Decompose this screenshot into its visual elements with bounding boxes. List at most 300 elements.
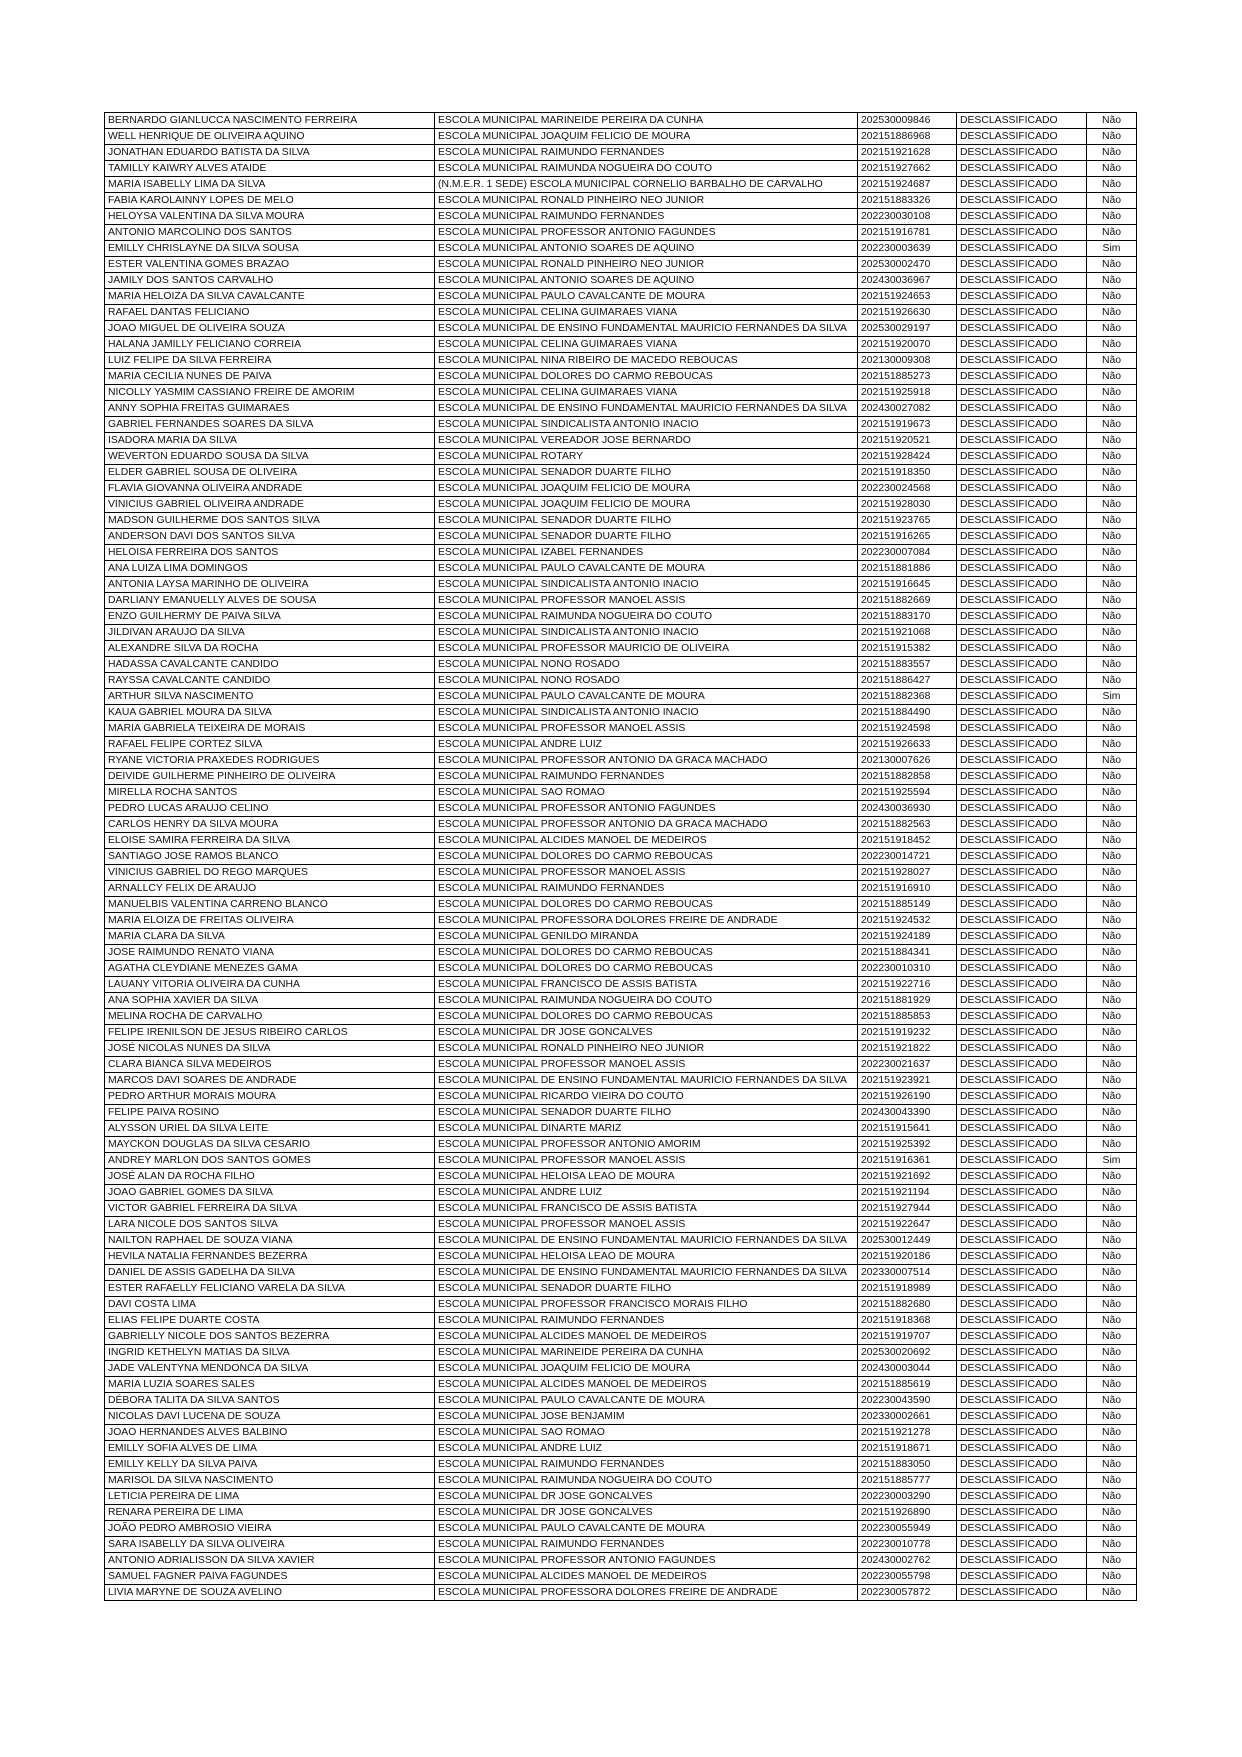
registration-id-cell: 202151921628: [858, 145, 957, 161]
flag-cell: Não: [1087, 321, 1137, 337]
flag-cell: Não: [1087, 961, 1137, 977]
school-cell: ESCOLA MUNICIPAL PROFESSOR ANTONIO DA GRACA MACHADO: [435, 753, 858, 769]
student-name-cell: HALANA JAMILLY FELICIANO CORREIA: [105, 337, 435, 353]
table-row: [105, 1393, 1137, 1409]
flag-cell: Não: [1087, 1377, 1137, 1393]
status-cell: DESCLASSIFICADO: [957, 1057, 1087, 1073]
status-cell: DESCLASSIFICADO: [957, 881, 1087, 897]
table-row: [105, 1233, 1137, 1249]
student-name-cell: JOSÉ ALAN DA ROCHA FILHO: [105, 1169, 435, 1185]
student-name-cell: LUIZ FELIPE DA SILVA FERREIRA: [105, 353, 435, 369]
table-row: [105, 465, 1137, 481]
table-row: [105, 721, 1137, 737]
student-name-cell: WEVERTON EDUARDO SOUSA DA SILVA: [105, 449, 435, 465]
student-name-cell: MAYCKON DOUGLAS DA SILVA CESARIO: [105, 1137, 435, 1153]
status-cell: DESCLASSIFICADO: [957, 817, 1087, 833]
school-cell: ESCOLA MUNICIPAL PROFESSOR ANTONIO AMORIM: [435, 1137, 858, 1153]
student-name-cell: JOAO GABRIEL GOMES DA SILVA: [105, 1185, 435, 1201]
flag-cell: Não: [1087, 257, 1137, 273]
school-cell: ESCOLA MUNICIPAL SENADOR DUARTE FILHO: [435, 1281, 858, 1297]
registration-id-cell: 202151923765: [858, 513, 957, 529]
flag-cell: Não: [1087, 1233, 1137, 1249]
registration-id-cell: 202151921278: [858, 1425, 957, 1441]
registration-id-cell: 202430027082: [858, 401, 957, 417]
table-row: [105, 833, 1137, 849]
flag-cell: Não: [1087, 881, 1137, 897]
registration-id-cell: 202151916781: [858, 225, 957, 241]
status-cell: DESCLASSIFICADO: [957, 961, 1087, 977]
table-row: [105, 1169, 1137, 1185]
student-name-cell: HEVILA NATALIA FERNANDES BEZERRA: [105, 1249, 435, 1265]
flag-cell: Não: [1087, 1073, 1137, 1089]
table-row: [105, 305, 1137, 321]
flag-cell: Não: [1087, 1041, 1137, 1057]
student-name-cell: ELOISE SAMIRA FERREIRA DA SILVA: [105, 833, 435, 849]
school-cell: ESCOLA MUNICIPAL SINDICALISTA ANTONIO INACIO: [435, 705, 858, 721]
registration-id-cell: 202151921068: [858, 625, 957, 641]
table-row: [105, 1409, 1137, 1425]
registration-id-cell: 202130007626: [858, 753, 957, 769]
table-row: [105, 1585, 1137, 1601]
student-name-cell: JONATHAN EDUARDO BATISTA DA SILVA: [105, 145, 435, 161]
school-cell: ESCOLA MUNICIPAL FRANCISCO DE ASSIS BATISTA: [435, 977, 858, 993]
student-name-cell: ANNY SOPHIA FREITAS GUIMARAES: [105, 401, 435, 417]
school-cell: ESCOLA MUNICIPAL IZABEL FERNANDES: [435, 545, 858, 561]
flag-cell: Não: [1087, 1297, 1137, 1313]
registration-id-cell: 202430043390: [858, 1105, 957, 1121]
registration-id-cell: 202151925594: [858, 785, 957, 801]
table-row: [105, 1329, 1137, 1345]
registration-id-cell: 202530020692: [858, 1345, 957, 1361]
table-row: [105, 1201, 1137, 1217]
registration-id-cell: 202151916645: [858, 577, 957, 593]
student-name-cell: LAUANY VITORIA OLIVEIRA DA CUNHA: [105, 977, 435, 993]
school-cell: ESCOLA MUNICIPAL RAIMUNDA NOGUEIRA DO COUTO: [435, 993, 858, 1009]
table-row: [105, 785, 1137, 801]
student-name-cell: CARLOS HENRY DA SILVA MOURA: [105, 817, 435, 833]
flag-cell: Não: [1087, 657, 1137, 673]
status-cell: DESCLASSIFICADO: [957, 1393, 1087, 1409]
school-cell: ESCOLA MUNICIPAL ANTONIO SOARES DE AQUINO: [435, 273, 858, 289]
school-cell: ESCOLA MUNICIPAL ALCIDES MANOEL DE MEDEIROS: [435, 1377, 858, 1393]
registration-id-cell: 202151916361: [858, 1153, 957, 1169]
flag-cell: Não: [1087, 1009, 1137, 1025]
school-cell: ESCOLA MUNICIPAL SINDICALISTA ANTONIO INACIO: [435, 625, 858, 641]
school-cell: ESCOLA MUNICIPAL RAIMUNDO FERNANDES: [435, 1537, 858, 1553]
table-row: [105, 993, 1137, 1009]
table-row: [105, 257, 1137, 273]
student-name-cell: MADSON GUILHERME DOS SANTOS SILVA: [105, 513, 435, 529]
table-row: [105, 1185, 1137, 1201]
student-name-cell: MARCOS DAVI SOARES DE ANDRADE: [105, 1073, 435, 1089]
status-cell: DESCLASSIFICADO: [957, 1457, 1087, 1473]
student-name-cell: ESTER VALENTINA GOMES BRAZAO: [105, 257, 435, 273]
status-cell: DESCLASSIFICADO: [957, 801, 1087, 817]
registration-id-cell: 202151926633: [858, 737, 957, 753]
student-name-cell: ANTONIO MARCOLINO DOS SANTOS: [105, 225, 435, 241]
student-name-cell: JOSÉ NICOLAS NUNES DA SILVA: [105, 1041, 435, 1057]
table-row: [105, 849, 1137, 865]
flag-cell: Não: [1087, 289, 1137, 305]
student-name-cell: DARLIANY EMANUELLY ALVES DE SOUSA: [105, 593, 435, 609]
student-name-cell: MARIA GABRIELA TEIXEIRA DE MORAIS: [105, 721, 435, 737]
status-cell: DESCLASSIFICADO: [957, 385, 1087, 401]
school-cell: ESCOLA MUNICIPAL ANDRE LUIZ: [435, 1185, 858, 1201]
school-cell: ESCOLA MUNICIPAL DE ENSINO FUNDAMENTAL MAURICIO FERNANDES DA SILVA: [435, 1265, 858, 1281]
status-cell: DESCLASSIFICADO: [957, 1313, 1087, 1329]
flag-cell: Não: [1087, 1121, 1137, 1137]
school-cell: ESCOLA MUNICIPAL PROFESSOR ANTONIO FAGUNDES: [435, 225, 858, 241]
table-row: [105, 1249, 1137, 1265]
registration-id-cell: 202430036930: [858, 801, 957, 817]
status-cell: DESCLASSIFICADO: [957, 1537, 1087, 1553]
student-name-cell: PEDRO ARTHUR MORAIS MOURA: [105, 1089, 435, 1105]
student-name-cell: VICTOR GABRIEL FERREIRA DA SILVA: [105, 1201, 435, 1217]
registration-id-cell: 202330002661: [858, 1409, 957, 1425]
status-cell: DESCLASSIFICADO: [957, 481, 1087, 497]
status-cell: DESCLASSIFICADO: [957, 1281, 1087, 1297]
school-cell: ESCOLA MUNICIPAL SAO ROMAO: [435, 1425, 858, 1441]
flag-cell: Não: [1087, 305, 1137, 321]
school-cell: ESCOLA MUNICIPAL RAIMUNDO FERNANDES: [435, 145, 858, 161]
flag-cell: Não: [1087, 769, 1137, 785]
table-row: [105, 129, 1137, 145]
table-row: [105, 657, 1137, 673]
table-row: [105, 1137, 1137, 1153]
school-cell: ESCOLA MUNICIPAL RAIMUNDO FERNANDES: [435, 769, 858, 785]
student-name-cell: HADASSA CAVALCANTE CANDIDO: [105, 657, 435, 673]
status-cell: DESCLASSIFICADO: [957, 433, 1087, 449]
status-cell: DESCLASSIFICADO: [957, 241, 1087, 257]
school-cell: ESCOLA MUNICIPAL NINA RIBEIRO DE MACEDO REBOUCAS: [435, 353, 858, 369]
flag-cell: Não: [1087, 817, 1137, 833]
flag-cell: Não: [1087, 609, 1137, 625]
registration-id-cell: 202151918671: [858, 1441, 957, 1457]
flag-cell: Não: [1087, 481, 1137, 497]
table-row: [105, 1217, 1137, 1233]
school-cell: ESCOLA MUNICIPAL DE ENSINO FUNDAMENTAL MAURICIO FERNANDES DA SILVA: [435, 1233, 858, 1249]
school-cell: ESCOLA MUNICIPAL PAULO CAVALCANTE DE MOURA: [435, 689, 858, 705]
student-name-cell: ANTONIO ADRIALISSON DA SILVA XAVIER: [105, 1553, 435, 1569]
status-cell: DESCLASSIFICADO: [957, 1201, 1087, 1217]
student-name-cell: MANUELBIS VALENTINA CARRENO BLANCO: [105, 897, 435, 913]
registration-id-cell: 202230010778: [858, 1537, 957, 1553]
status-cell: DESCLASSIFICADO: [957, 497, 1087, 513]
school-cell: ESCOLA MUNICIPAL SINDICALISTA ANTONIO INACIO: [435, 577, 858, 593]
status-cell: DESCLASSIFICADO: [957, 993, 1087, 1009]
flag-cell: Sim: [1087, 241, 1137, 257]
registration-id-cell: 202230014721: [858, 849, 957, 865]
student-name-cell: NAILTON RAPHAEL DE SOUZA VIANA: [105, 1233, 435, 1249]
status-cell: DESCLASSIFICADO: [957, 257, 1087, 273]
table-row: [105, 641, 1137, 657]
student-name-cell: MELINA ROCHA DE CARVALHO: [105, 1009, 435, 1025]
school-cell: ESCOLA MUNICIPAL DOLORES DO CARMO REBOUCAS: [435, 897, 858, 913]
table-row: [105, 385, 1137, 401]
student-name-cell: CLARA BIANCA SILVA MEDEIROS: [105, 1057, 435, 1073]
student-name-cell: JOÃO PEDRO AMBROSIO VIEIRA: [105, 1521, 435, 1537]
table-row: [105, 529, 1137, 545]
registration-id-cell: 202151926630: [858, 305, 957, 321]
flag-cell: Não: [1087, 337, 1137, 353]
status-cell: DESCLASSIFICADO: [957, 833, 1087, 849]
table-row: [105, 1377, 1137, 1393]
table-row: [105, 1153, 1137, 1169]
status-cell: DESCLASSIFICADO: [957, 1329, 1087, 1345]
student-name-cell: FLAVIA GIOVANNA OLIVEIRA ANDRADE: [105, 481, 435, 497]
student-name-cell: AGATHA CLEYDIANE MENEZES GAMA: [105, 961, 435, 977]
flag-cell: Não: [1087, 721, 1137, 737]
flag-cell: Não: [1087, 129, 1137, 145]
registration-id-cell: 202151885273: [858, 369, 957, 385]
status-cell: DESCLASSIFICADO: [957, 1505, 1087, 1521]
student-name-cell: EMILLY CHRISLAYNE DA SILVA SOUSA: [105, 241, 435, 257]
registration-id-cell: 202530012449: [858, 1233, 957, 1249]
student-name-cell: EMILLY SOFIA ALVES DE LIMA: [105, 1441, 435, 1457]
table-row: [105, 1057, 1137, 1073]
registration-id-cell: 202330007514: [858, 1265, 957, 1281]
student-name-cell: VINICIUS GABRIEL DO REGO MARQUES: [105, 865, 435, 881]
student-name-cell: FELIPE IRENILSON DE JESUS RIBEIRO CARLOS: [105, 1025, 435, 1041]
student-name-cell: ARTHUR SILVA NASCIMENTO: [105, 689, 435, 705]
school-cell: ESCOLA MUNICIPAL RAIMUNDO FERNANDES: [435, 1313, 858, 1329]
status-cell: DESCLASSIFICADO: [957, 401, 1087, 417]
flag-cell: Não: [1087, 1249, 1137, 1265]
student-name-cell: ALYSSON URIEL DA SILVA LEITE: [105, 1121, 435, 1137]
school-cell: ESCOLA MUNICIPAL SENADOR DUARTE FILHO: [435, 529, 858, 545]
flag-cell: Não: [1087, 865, 1137, 881]
results-table-body: [105, 113, 1137, 1601]
status-cell: DESCLASSIFICADO: [957, 305, 1087, 321]
student-name-cell: ARNALLCY FELIX DE ARAUJO: [105, 881, 435, 897]
flag-cell: Não: [1087, 1025, 1137, 1041]
status-cell: DESCLASSIFICADO: [957, 1041, 1087, 1057]
status-cell: DESCLASSIFICADO: [957, 1169, 1087, 1185]
registration-id-cell: 202430036967: [858, 273, 957, 289]
table-row: [105, 1425, 1137, 1441]
registration-id-cell: 202151924653: [858, 289, 957, 305]
student-name-cell: DAVI COSTA LIMA: [105, 1297, 435, 1313]
status-cell: DESCLASSIFICADO: [957, 145, 1087, 161]
school-cell: ESCOLA MUNICIPAL ALCIDES MANOEL DE MEDEIROS: [435, 1569, 858, 1585]
student-name-cell: MARIA ISABELLY LIMA DA SILVA: [105, 177, 435, 193]
table-row: [105, 865, 1137, 881]
student-name-cell: GABRIEL FERNANDES SOARES DA SILVA: [105, 417, 435, 433]
student-name-cell: MARISOL DA SILVA NASCIMENTO: [105, 1473, 435, 1489]
school-cell: ESCOLA MUNICIPAL CELINA GUIMARAES VIANA: [435, 305, 858, 321]
flag-cell: Não: [1087, 1521, 1137, 1537]
table-row: [105, 449, 1137, 465]
student-name-cell: WELL HENRIQUE DE OLIVEIRA AQUINO: [105, 129, 435, 145]
status-cell: DESCLASSIFICADO: [957, 1569, 1087, 1585]
student-name-cell: MARIA CECILIA NUNES DE PAIVA: [105, 369, 435, 385]
flag-cell: Não: [1087, 1265, 1137, 1281]
flag-cell: Não: [1087, 465, 1137, 481]
flag-cell: Não: [1087, 1393, 1137, 1409]
flag-cell: Não: [1087, 433, 1137, 449]
student-name-cell: HELOISA FERREIRA DOS SANTOS: [105, 545, 435, 561]
school-cell: ESCOLA MUNICIPAL RONALD PINHEIRO NEO JUNIOR: [435, 1041, 858, 1057]
student-name-cell: ANA LUIZA LIMA DOMINGOS: [105, 561, 435, 577]
flag-cell: Não: [1087, 1457, 1137, 1473]
student-name-cell: MARIA ELOIZA DE FREITAS OLIVEIRA: [105, 913, 435, 929]
school-cell: ESCOLA MUNICIPAL CELINA GUIMARAES VIANA: [435, 337, 858, 353]
school-cell: ESCOLA MUNICIPAL DE ENSINO FUNDAMENTAL MAURICIO FERNANDES DA SILVA: [435, 321, 858, 337]
school-cell: ESCOLA MUNICIPAL RAIMUNDA NOGUEIRA DO COUTO: [435, 161, 858, 177]
table-row: [105, 1025, 1137, 1041]
student-name-cell: ISADORA MARIA DA SILVA: [105, 433, 435, 449]
status-cell: DESCLASSIFICADO: [957, 1377, 1087, 1393]
status-cell: DESCLASSIFICADO: [957, 1185, 1087, 1201]
table-row: [105, 897, 1137, 913]
registration-id-cell: 202151918350: [858, 465, 957, 481]
registration-id-cell: 202151921692: [858, 1169, 957, 1185]
table-row: [105, 401, 1137, 417]
status-cell: DESCLASSIFICADO: [957, 737, 1087, 753]
student-name-cell: LETICIA PEREIRA DE LIMA: [105, 1489, 435, 1505]
student-name-cell: RAFAEL FELIPE CORTEZ SILVA: [105, 737, 435, 753]
table-row: [105, 337, 1137, 353]
status-cell: DESCLASSIFICADO: [957, 1025, 1087, 1041]
status-cell: DESCLASSIFICADO: [957, 1233, 1087, 1249]
registration-id-cell: 202151886968: [858, 129, 957, 145]
student-name-cell: MARIA HELOIZA DA SILVA CAVALCANTE: [105, 289, 435, 305]
registration-id-cell: 202151920070: [858, 337, 957, 353]
school-cell: ESCOLA MUNICIPAL DINARTE MARIZ: [435, 1121, 858, 1137]
student-name-cell: MARIA LUZIA SOARES SALES: [105, 1377, 435, 1393]
flag-cell: Não: [1087, 1089, 1137, 1105]
table-row: [105, 1361, 1137, 1377]
flag-cell: Não: [1087, 897, 1137, 913]
registration-id-cell: 202151882680: [858, 1297, 957, 1313]
registration-id-cell: 202151915382: [858, 641, 957, 657]
table-row: [105, 161, 1137, 177]
registration-id-cell: 202230055949: [858, 1521, 957, 1537]
status-cell: DESCLASSIFICADO: [957, 897, 1087, 913]
flag-cell: Não: [1087, 353, 1137, 369]
registration-id-cell: 202151921822: [858, 1041, 957, 1057]
school-cell: ESCOLA MUNICIPAL CELINA GUIMARAES VIANA: [435, 385, 858, 401]
registration-id-cell: 202151882368: [858, 689, 957, 705]
status-cell: DESCLASSIFICADO: [957, 1153, 1087, 1169]
table-row: [105, 433, 1137, 449]
registration-id-cell: 202151926190: [858, 1089, 957, 1105]
school-cell: ESCOLA MUNICIPAL RAIMUNDA NOGUEIRA DO COUTO: [435, 609, 858, 625]
status-cell: DESCLASSIFICADO: [957, 753, 1087, 769]
school-cell: ESCOLA MUNICIPAL JOSE BENJAMIM: [435, 1409, 858, 1425]
registration-id-cell: 202530002470: [858, 257, 957, 273]
school-cell: ESCOLA MUNICIPAL DE ENSINO FUNDAMENTAL MAURICIO FERNANDES DA SILVA: [435, 1073, 858, 1089]
student-name-cell: RYANE VICTORIA PRAXEDES RODRIGUES: [105, 753, 435, 769]
school-cell: ESCOLA MUNICIPAL DOLORES DO CARMO REBOUCAS: [435, 1009, 858, 1025]
table-row: [105, 593, 1137, 609]
registration-id-cell: 202151923921: [858, 1073, 957, 1089]
flag-cell: Não: [1087, 273, 1137, 289]
school-cell: ESCOLA MUNICIPAL PROFESSORA DOLORES FREIRE DE ANDRADE: [435, 913, 858, 929]
table-row: [105, 209, 1137, 225]
status-cell: DESCLASSIFICADO: [957, 1521, 1087, 1537]
table-row: [105, 1537, 1137, 1553]
flag-cell: Não: [1087, 545, 1137, 561]
table-row: [105, 1553, 1137, 1569]
flag-cell: Não: [1087, 401, 1137, 417]
status-cell: DESCLASSIFICADO: [957, 1217, 1087, 1233]
student-name-cell: SAMUEL FAGNER PAIVA FAGUNDES: [105, 1569, 435, 1585]
table-row: [105, 1505, 1137, 1521]
student-name-cell: BERNARDO GIANLUCCA NASCIMENTO FERREIRA: [105, 113, 435, 129]
status-cell: DESCLASSIFICADO: [957, 417, 1087, 433]
table-row: [105, 609, 1137, 625]
school-cell: ESCOLA MUNICIPAL PROFESSOR ANTONIO FAGUNDES: [435, 1553, 858, 1569]
table-row: [105, 1041, 1137, 1057]
flag-cell: Não: [1087, 1057, 1137, 1073]
status-cell: DESCLASSIFICADO: [957, 913, 1087, 929]
registration-id-cell: 202151925392: [858, 1137, 957, 1153]
table-row: [105, 577, 1137, 593]
status-cell: DESCLASSIFICADO: [957, 593, 1087, 609]
status-cell: DESCLASSIFICADO: [957, 1361, 1087, 1377]
school-cell: ESCOLA MUNICIPAL JOAQUIM FELICIO DE MOURA: [435, 481, 858, 497]
school-cell: ESCOLA MUNICIPAL HELOISA LEAO DE MOURA: [435, 1169, 858, 1185]
registration-id-cell: 202151922716: [858, 977, 957, 993]
status-cell: DESCLASSIFICADO: [957, 1409, 1087, 1425]
student-name-cell: NICOLAS DAVI LUCENA DE SOUZA: [105, 1409, 435, 1425]
student-name-cell: DÉBORA TALITA DA SILVA SANTOS: [105, 1393, 435, 1409]
flag-cell: Não: [1087, 1345, 1137, 1361]
table-row: [105, 1313, 1137, 1329]
table-row: [105, 513, 1137, 529]
student-name-cell: JILDIVAN ARAUJO DA SILVA: [105, 625, 435, 641]
flag-cell: Sim: [1087, 1153, 1137, 1169]
table-row: [105, 881, 1137, 897]
status-cell: DESCLASSIFICADO: [957, 129, 1087, 145]
status-cell: DESCLASSIFICADO: [957, 321, 1087, 337]
student-name-cell: RAFAEL DANTAS FELICIANO: [105, 305, 435, 321]
table-row: [105, 1073, 1137, 1089]
student-name-cell: ANDERSON DAVI DOS SANTOS SILVA: [105, 529, 435, 545]
status-cell: DESCLASSIFICADO: [957, 1425, 1087, 1441]
registration-id-cell: 202151885853: [858, 1009, 957, 1025]
table-row: [105, 705, 1137, 721]
student-name-cell: JOSE RAIMUNDO RENATO VIANA: [105, 945, 435, 961]
registration-id-cell: 202151924687: [858, 177, 957, 193]
registration-id-cell: 202430003044: [858, 1361, 957, 1377]
registration-id-cell: 202151884490: [858, 705, 957, 721]
registration-id-cell: 202151881886: [858, 561, 957, 577]
flag-cell: Não: [1087, 1313, 1137, 1329]
table-row: [105, 961, 1137, 977]
registration-id-cell: 202530029197: [858, 321, 957, 337]
registration-id-cell: 202151918989: [858, 1281, 957, 1297]
student-name-cell: EMILLY KELLY DA SILVA PAIVA: [105, 1457, 435, 1473]
flag-cell: Não: [1087, 449, 1137, 465]
school-cell: ESCOLA MUNICIPAL PAULO CAVALCANTE DE MOURA: [435, 1393, 858, 1409]
flag-cell: Não: [1087, 977, 1137, 993]
school-cell: ESCOLA MUNICIPAL PROFESSOR MANOEL ASSIS: [435, 1217, 858, 1233]
table-row: [105, 801, 1137, 817]
school-cell: ESCOLA MUNICIPAL SAO ROMAO: [435, 785, 858, 801]
school-cell: ESCOLA MUNICIPAL GENILDO MIRANDA: [435, 929, 858, 945]
registration-id-cell: 202130009308: [858, 353, 957, 369]
registration-id-cell: 202151918452: [858, 833, 957, 849]
registration-id-cell: 202151886427: [858, 673, 957, 689]
registration-id-cell: 202230024568: [858, 481, 957, 497]
table-row: [105, 1121, 1137, 1137]
school-cell: ESCOLA MUNICIPAL DOLORES DO CARMO REBOUCAS: [435, 849, 858, 865]
status-cell: DESCLASSIFICADO: [957, 657, 1087, 673]
status-cell: DESCLASSIFICADO: [957, 945, 1087, 961]
student-name-cell: ELIAS FELIPE DUARTE COSTA: [105, 1313, 435, 1329]
